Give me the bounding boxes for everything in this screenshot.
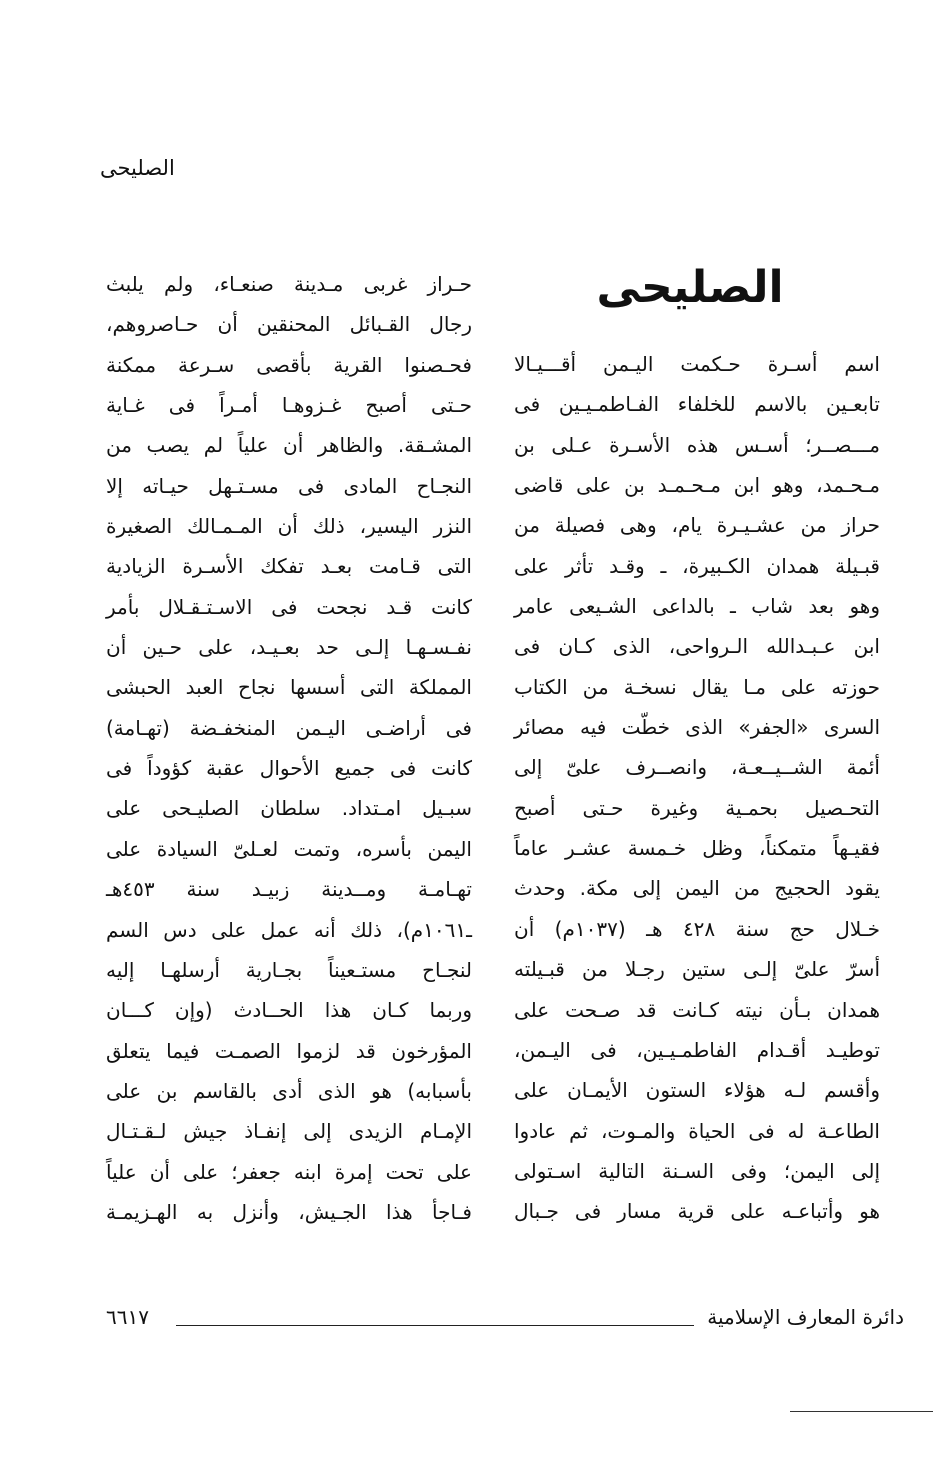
text-line: أئمة الشــيــعـة، وانصــرف علىّ إلى [514,755,880,780]
text-line: تابعـين بالاسم للخلفاء الفـاطمـيـين فى [514,392,880,417]
text-line: كانت فى جميع الأحوال عقبة كؤوداً فى [106,756,472,781]
text-line: السرى «الجفر» الذى خطّت فيه مصائر [514,715,880,740]
text-line: همدان بـأن نيته كـانت قد صـحت على [514,997,880,1022]
text-line: على تحت إمرة ابنه جعفر؛ على أن علياً [106,1159,472,1184]
text-line: مـــصــر؛ أسـس هذه الأسـرة عـلى بن [514,432,880,457]
text-line: اسم أسـرة حـكمت اليـمن أقـــيـالا [514,352,880,376]
text-line: ـ١٠٦١م)، ذلك أنه عمل على دس السم [106,917,472,942]
text-line: بأسبابه) هو الذى أدى بالقاسم بن على [106,1078,472,1103]
text-line: ابن عـبـدالله الـرواحى، الذى كـان فى [514,634,880,659]
text-line: وربما كـان هذا الحــادث (وإن كـــان [106,998,472,1023]
text-line: لنجـاح مستـعيناً بجـارية أرسلهـا إليه [106,957,472,982]
text-line: التحـصيل بحمـية وغيرة حـتى أصبح [514,795,880,820]
text-line: توطيـد أقـدام الفاطمـيـين، فى اليـمن، [514,1037,880,1062]
running-header: الصليحى [100,156,175,180]
page-footer [106,1305,904,1335]
text-line: النجـاح المادى فى مسـتـهل حيـاته إلا [106,473,472,498]
text-line: مـحـمد، وهو ابن مـحـمـد بن على قاضى [514,473,880,498]
text-line: كانت قـد نجحت فى الاسـتـقـلال بأمر [106,594,472,619]
left-column [106,264,472,1232]
text-line: المؤرخون قد لزموا الصمـت فيما يتعلق [106,1038,472,1063]
text-line: أسرّ علىّ إلـى ستين رجـلا من قبـيلته [514,957,880,982]
text-line: وأقسم لـه هؤلاء الستون الأيمـان على [514,1078,880,1103]
text-line: إلى اليمن؛ وفى السـنة التالية اسـتولى [514,1158,880,1183]
text-line: فـاجأ هذا الجـيش، وأنزل به الهـزيمـة [106,1199,472,1224]
page-number: ٦٦١٧ [106,1305,149,1329]
text-line: فى أراضـى اليـمن المنخفـضة (تهـامة) [106,715,472,740]
text-line: حـراز غربى مـدينة صنعـاء، ولم يلبث [106,272,472,296]
text-line: سبـيل امـتداد. سلطان الصليـحى على [106,796,472,821]
text-line: يقود الحجيج من اليمن إلى مكة. وحدث [514,876,880,901]
right-column [514,344,880,1232]
text-line: هو وأتباعـه على قرية مسار فى جـبال [514,1199,880,1224]
text-line: الطاعـة له فى الحياة والمـوت، ثم عادوا [514,1118,880,1143]
text-line: فحـصنوا القرية بأقصى سـرعة ممكنة [106,352,472,377]
footer-divider [176,1325,694,1326]
text-line: المشـقة. والظاهر أن علياً لم يصب من [106,433,472,458]
text-line: فقيـهاً متمكناً، وظل خـمسة عشـر عاماً [514,836,880,861]
text-line: حـتى أصبح غـزوهـا أمـراً فى غـاية [106,393,472,418]
text-line: تهـامـة ومــدينة زبيـد سنة ٤٥٣هـ [106,877,472,902]
text-line: نفـسـهـا إلـى حد بعـيـد، على حـين أن [106,635,472,660]
text-line: المملكة التى أسسها نجاح العبد الحبشى [106,675,472,700]
text-line: خـلال حج سنة ٤٢٨ هـ (١٠٣٧م) أن [514,916,880,941]
text-line: رجال القـبائل المحنقين أن حـاصروهم، [106,312,472,337]
footer-publication-name: دائرة المعارف الإسلامية [707,1305,904,1329]
text-line: حراز من عشـيـرة يام، وهى فصيلة من [514,513,880,538]
text-line: الإمـام الزيدى إلى إنفـاذ جيش لـقـتـال [106,1119,472,1144]
text-line: حوزته على مـا يقال نسخـة من الكتاب [514,674,880,699]
text-line: اليمن بأسره، وتمت لعـلىّ السيادة على [106,836,472,861]
text-line: وهو بعد شاب ـ بالداعى الشـيعى عامر [514,594,880,619]
text-line: النزر اليسير، ذلك أن المـمـالك الصغيرة [106,514,472,539]
text-line: التى قـامت بعـد تفكك الأسـرة الزيادية [106,554,472,579]
bottom-divider [790,1411,933,1412]
article-title: الصليحى [596,262,784,313]
text-line: قبـيلة همدان الكـبيرة، ـ وقـد تأثر على [514,553,880,578]
